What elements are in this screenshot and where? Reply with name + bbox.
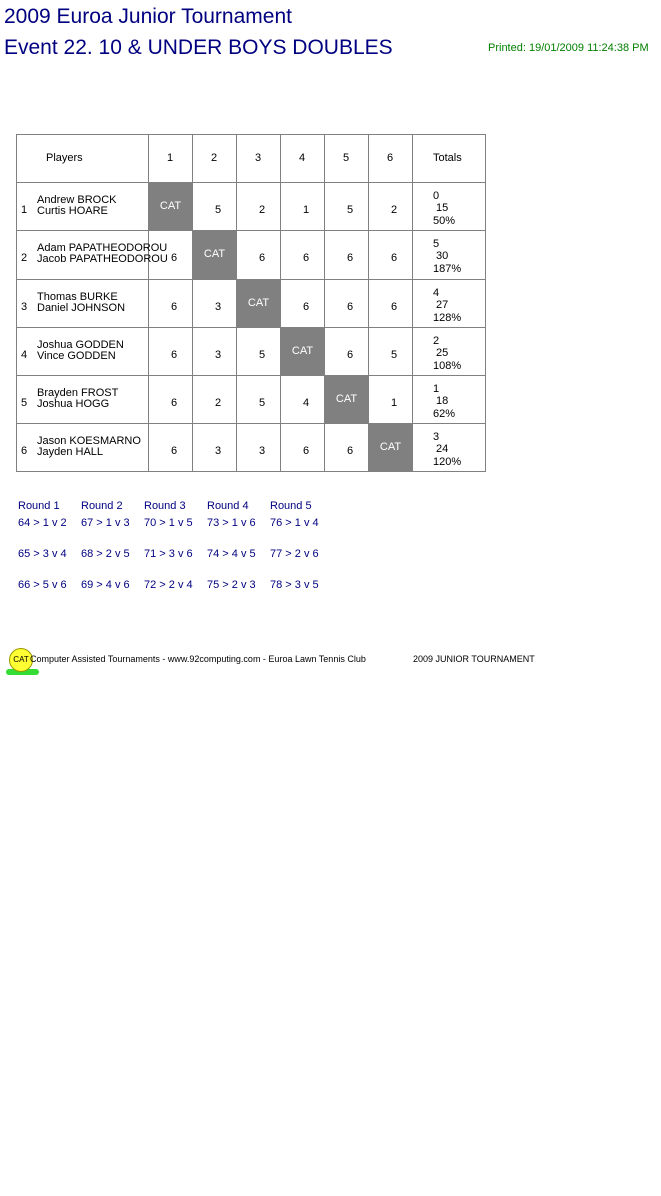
column-header: 3 xyxy=(255,152,262,164)
score-cell: 4 xyxy=(303,397,310,409)
row-number: 3 xyxy=(21,301,28,313)
column-header: 6 xyxy=(387,152,394,164)
cat-cell xyxy=(325,376,368,423)
score-cell: 6 xyxy=(171,445,178,457)
printed-timestamp: Printed: 19/01/2009 11:24:38 PM xyxy=(488,42,649,54)
grid-line xyxy=(16,423,486,424)
score-cell: 6 xyxy=(171,349,178,361)
round-header: Round 2 xyxy=(81,500,123,512)
cat-cell xyxy=(237,280,280,327)
score-cell: 1 xyxy=(391,397,398,409)
total-games: 15 xyxy=(436,202,449,214)
score-cell: 5 xyxy=(391,349,398,361)
match-entry: 71 > 3 v 6 xyxy=(144,548,193,560)
player-name: Joshua HOGG xyxy=(37,398,110,410)
cat-cell xyxy=(149,183,192,230)
row-number: 1 xyxy=(21,204,28,216)
match-entry: 70 > 1 v 5 xyxy=(144,517,193,529)
cat-label: CAT xyxy=(159,200,182,212)
match-entry: 66 > 5 v 6 xyxy=(18,579,67,591)
score-cell: 2 xyxy=(215,397,222,409)
score-cell: 5 xyxy=(347,204,354,216)
grid-line xyxy=(16,134,17,472)
cat-cell xyxy=(193,231,236,279)
grid-line xyxy=(16,327,486,328)
tournament-title: 2009 Euroa Junior Tournament xyxy=(4,5,292,28)
grid-line xyxy=(485,134,486,472)
round-header: Round 5 xyxy=(270,500,312,512)
player-name: Joshua GODDEN xyxy=(37,339,124,351)
grid-line xyxy=(324,134,325,472)
player-name: Daniel JOHNSON xyxy=(37,302,126,314)
total-wins: 1 xyxy=(433,383,440,395)
column-header: 4 xyxy=(299,152,306,164)
score-cell: 6 xyxy=(303,301,310,313)
round-header: Round 3 xyxy=(144,500,186,512)
round-header: Round 1 xyxy=(18,500,60,512)
match-entry: 67 > 1 v 3 xyxy=(81,517,130,529)
total-wins: 4 xyxy=(433,287,440,299)
player-name: Andrew BROCK xyxy=(37,194,117,206)
row-number: 6 xyxy=(21,445,28,457)
match-entry: 78 > 3 v 5 xyxy=(270,579,319,591)
total-percent: 62% xyxy=(433,408,456,420)
score-cell: 6 xyxy=(347,301,354,313)
column-header: 2 xyxy=(211,152,218,164)
grid-line xyxy=(148,134,149,472)
score-cell: 6 xyxy=(303,252,310,264)
grid-line xyxy=(236,134,237,472)
cat-label: CAT xyxy=(203,248,226,260)
grid-line xyxy=(412,134,413,472)
player-name: Vince GODDEN xyxy=(37,350,116,362)
match-entry: 75 > 2 v 3 xyxy=(207,579,256,591)
grid-line xyxy=(16,375,486,376)
score-cell: 6 xyxy=(347,445,354,457)
cat-cell xyxy=(281,328,324,375)
score-cell: 3 xyxy=(259,445,266,457)
total-percent: 108% xyxy=(433,360,462,372)
match-entry: 77 > 2 v 6 xyxy=(270,548,319,560)
grid-line xyxy=(192,134,193,472)
total-percent: 187% xyxy=(433,263,462,275)
grid-line xyxy=(16,471,486,472)
totals-header: Totals xyxy=(433,152,462,164)
cat-label: CAT xyxy=(379,441,402,453)
score-cell: 6 xyxy=(259,252,266,264)
total-games: 25 xyxy=(436,347,449,359)
total-wins: 3 xyxy=(433,431,440,443)
grid-line xyxy=(16,279,486,280)
cat-label: CAT xyxy=(291,345,314,357)
footer-credit: Computer Assisted Tournaments - www.92computing.com - Euroa Lawn Tennis Club xyxy=(30,654,366,664)
column-header: 5 xyxy=(343,152,350,164)
score-cell: 5 xyxy=(259,349,266,361)
page-footer xyxy=(0,640,661,680)
score-cell: 3 xyxy=(215,301,222,313)
score-cell: 6 xyxy=(171,397,178,409)
score-cell: 6 xyxy=(171,252,178,264)
match-entry: 65 > 3 v 4 xyxy=(18,548,67,560)
match-entry: 69 > 4 v 6 xyxy=(81,579,130,591)
column-header: 1 xyxy=(167,152,174,164)
score-cell: 6 xyxy=(347,252,354,264)
row-number: 2 xyxy=(21,252,28,264)
score-cell: 6 xyxy=(391,252,398,264)
grid-line xyxy=(280,134,281,472)
total-percent: 120% xyxy=(433,456,462,468)
total-games: 27 xyxy=(436,299,449,311)
score-cell: 6 xyxy=(171,301,178,313)
score-cell: 2 xyxy=(391,204,398,216)
score-cell: 6 xyxy=(391,301,398,313)
event-title: Event 22. 10 & UNDER BOYS DOUBLES xyxy=(4,36,393,59)
grid-line xyxy=(16,182,486,183)
total-wins: 0 xyxy=(433,190,440,202)
total-games: 18 xyxy=(436,395,449,407)
round-header: Round 4 xyxy=(207,500,249,512)
cat-label: CAT xyxy=(247,297,270,309)
player-name: Jayden HALL xyxy=(37,446,104,458)
player-name: Thomas BURKE xyxy=(37,291,118,303)
total-percent: 50% xyxy=(433,215,456,227)
round-robin-table xyxy=(16,134,486,472)
player-name: Adam PAPATHEODOROU xyxy=(37,242,168,254)
total-wins: 2 xyxy=(433,335,440,347)
total-percent: 128% xyxy=(433,312,462,324)
score-cell: 5 xyxy=(259,397,266,409)
match-entry: 68 > 2 v 5 xyxy=(81,548,130,560)
grid-line xyxy=(16,134,486,135)
cat-logo: CAT xyxy=(9,648,33,672)
match-entry: 72 > 2 v 4 xyxy=(144,579,193,591)
score-cell: 1 xyxy=(303,204,310,216)
score-cell: 3 xyxy=(215,349,222,361)
match-entry: 76 > 1 v 4 xyxy=(270,517,319,529)
player-name: Curtis HOARE xyxy=(37,205,108,217)
row-number: 4 xyxy=(21,349,28,361)
score-cell: 2 xyxy=(259,204,266,216)
score-cell: 3 xyxy=(215,445,222,457)
cat-cell xyxy=(369,424,412,471)
score-cell: 6 xyxy=(347,349,354,361)
cat-label: CAT xyxy=(335,393,358,405)
score-cell: 5 xyxy=(215,204,222,216)
players-header: Players xyxy=(46,152,83,164)
footer-tournament: 2009 JUNIOR TOURNAMENT xyxy=(413,654,535,664)
match-entry: 64 > 1 v 2 xyxy=(18,517,67,529)
grid-line xyxy=(16,230,486,231)
grid-line xyxy=(368,134,369,472)
total-games: 30 xyxy=(436,250,449,262)
total-games: 24 xyxy=(436,443,449,455)
player-name: Brayden FROST xyxy=(37,387,119,399)
row-number: 5 xyxy=(21,397,28,409)
match-entry: 73 > 1 v 6 xyxy=(207,517,256,529)
player-name: Jason KOESMARNO xyxy=(37,435,141,447)
score-cell: 6 xyxy=(303,445,310,457)
match-entry: 74 > 4 v 5 xyxy=(207,548,256,560)
player-name: Jacob PAPATHEODOROU xyxy=(37,253,168,265)
total-wins: 5 xyxy=(433,238,440,250)
